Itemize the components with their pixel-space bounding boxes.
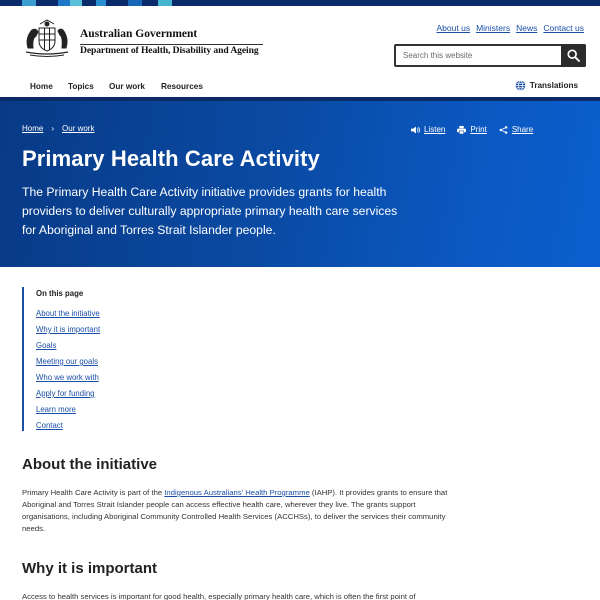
search-button[interactable] [561, 44, 586, 67]
site-search [394, 44, 586, 67]
otp-link-meeting-our-goals[interactable]: Meeting our goals [36, 357, 98, 366]
share-button[interactable] [499, 125, 533, 134]
section-heading-why: Why it is important [22, 560, 157, 577]
share-label: Share [511, 125, 534, 134]
globe-icon [515, 80, 526, 91]
utility-links [437, 23, 584, 33]
printer-icon [457, 126, 466, 134]
page-actions [411, 125, 533, 134]
utility-link-ministers[interactable]: Ministers [476, 23, 511, 33]
on-this-page-title: On this page [36, 289, 84, 298]
speaker-icon [411, 126, 420, 134]
search-icon [567, 49, 580, 62]
site-header [0, 6, 600, 70]
nav-item-our-work[interactable]: Our work [109, 82, 145, 91]
nav-item-topics[interactable]: Topics [68, 82, 94, 91]
otp-link-contact[interactable]: Contact [36, 421, 63, 430]
listen-label: Listen [424, 125, 446, 134]
about-paragraph [22, 487, 452, 535]
print-button[interactable] [457, 125, 486, 134]
print-label: Print [470, 125, 487, 134]
translations-button[interactable] [515, 80, 578, 91]
section-heading-about: About the initiative [22, 456, 157, 473]
on-this-page [22, 287, 142, 431]
main-nav [0, 76, 600, 98]
search-input[interactable] [396, 46, 561, 65]
coat-of-arms-logo[interactable] [22, 18, 72, 58]
page-intro: The Primary Health Care Activity initiative provides grants for health providers to deliver culturally appropriate primary health care services for Aboriginal and Torres Strait Islander people. [22, 185, 398, 237]
breadcrumb-home[interactable]: Home [22, 124, 44, 133]
why-paragraph: Access to health services is important for good health, especially primary health care, which is often the first point of [22, 592, 416, 600]
otp-link-apply-for-funding[interactable]: Apply for funding [36, 389, 95, 398]
otp-link-about-the-initiative[interactable]: About the initiative [36, 309, 100, 318]
page-title: Primary Health Care Activity [22, 146, 320, 171]
share-icon [499, 126, 508, 134]
otp-link-goals[interactable]: Goals [36, 341, 57, 350]
nav-item-resources[interactable]: Resources [161, 82, 203, 91]
coat-of-arms-icon [22, 18, 72, 58]
listen-button[interactable] [411, 125, 445, 134]
page-hero [0, 101, 600, 267]
about-text-start: Primary Health Care Activity is part of the [22, 488, 165, 497]
about-text-end: (IAHP). It provides grants to ensure that Aboriginal and Torres Strait Islander people can access effective health care, wherever they live. The grants support organisations, including Aboriginal Community Controlled Health Services (ACCHSs), to deliver the services their community needs. [22, 488, 448, 533]
otp-link-learn-more[interactable]: Learn more [36, 405, 76, 414]
utility-link-contact-us[interactable]: Contact us [543, 23, 584, 33]
government-name: Australian Government [80, 28, 198, 40]
utility-link-about-us[interactable]: About us [436, 23, 471, 33]
otp-link-who-we-work-with[interactable]: Who we work with [36, 373, 99, 382]
translations-label: Translations [529, 81, 578, 90]
department-name: Department of Health, Disability and Ageing [80, 45, 259, 56]
nav-item-home[interactable]: Home [30, 82, 53, 91]
utility-link-news[interactable]: News [516, 23, 538, 33]
otp-link-why-it-is-important[interactable]: Why it is important [36, 325, 101, 334]
iahp-link[interactable]: Indigenous Australians' Health Programme [164, 488, 310, 497]
chevron-right-icon: › [51, 124, 55, 133]
breadcrumb [22, 124, 94, 133]
breadcrumb-our-work[interactable]: Our work [62, 124, 95, 133]
